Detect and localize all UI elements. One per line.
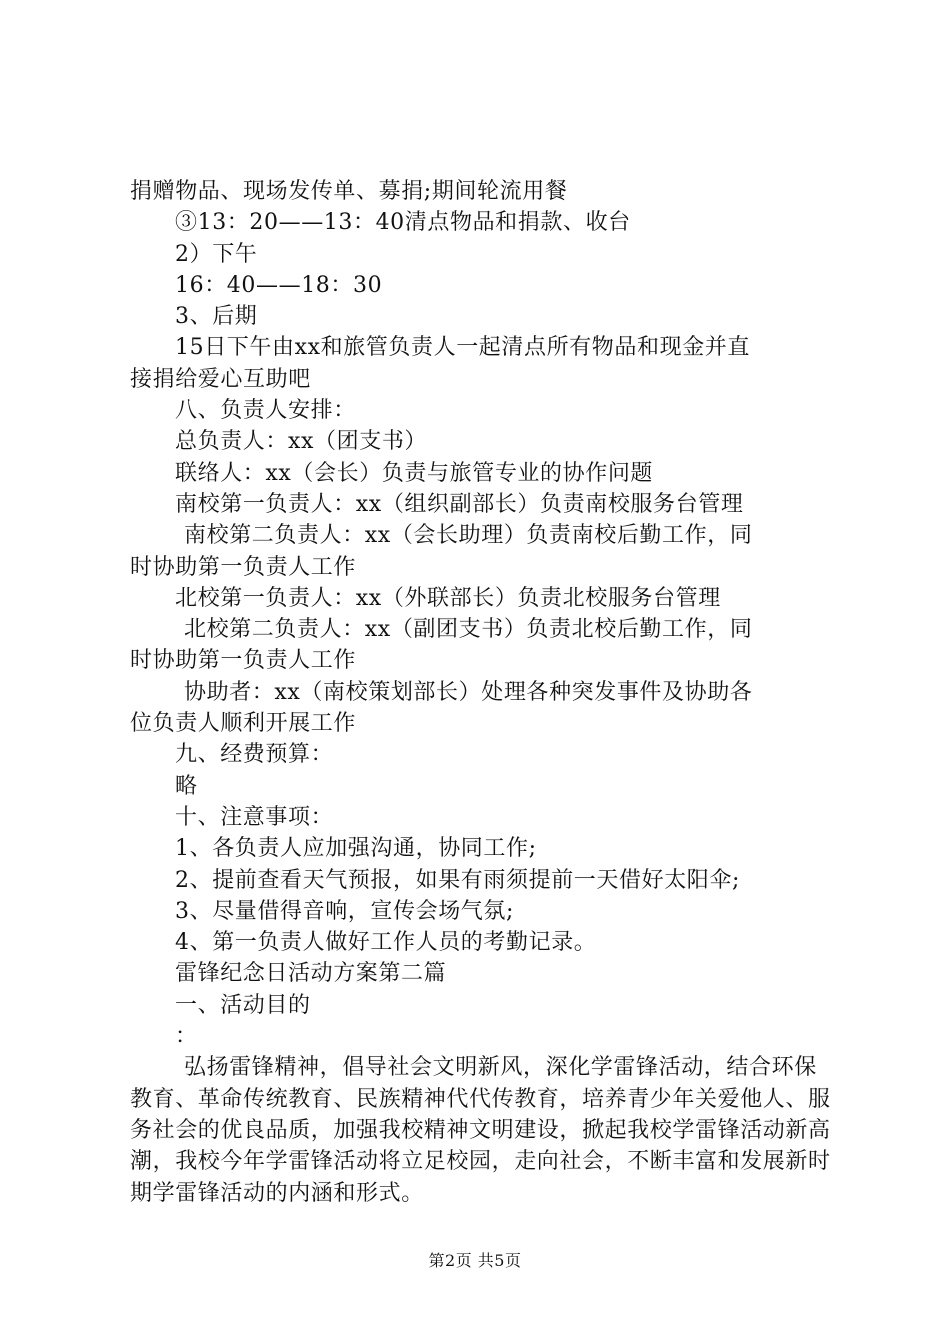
text-line: 北校第一负责人：xx（外联部长）负责北校服务台管理 [175,585,721,611]
page-footer: 第2页 共5页 [428,1251,522,1270]
section-heading: 八、负责人安排： [175,398,356,424]
text-line: ： [175,1024,198,1050]
section-heading: 九、经费预算： [175,742,334,768]
text-line: 时协助第一负责人工作 [130,554,357,580]
text-line: 接捐给爱心互助吧 [130,366,311,392]
section-heading: 十、注意事项： [175,804,334,830]
document-title: 雷锋纪念日活动方案第二篇 [175,961,447,987]
list-item: 4、第一负责人做好工作人员的考勤记录。 [175,930,597,956]
text-line: 联络人：xx（会长）负责与旅管专业的协作问题 [175,460,654,486]
text-line: 15日下午由xx和旅管负责人一起清点所有物品和现金并直 [175,335,751,361]
list-item: 3、尽量借得音响，宣传会场气氛; [175,898,515,924]
text-line: 位负责人顺利开展工作 [130,711,357,737]
text-line: 2）下午 [175,241,258,267]
list-item: 2、提前查看天气预报，如果有雨须提前一天借好太阳伞; [175,867,741,893]
body-paragraph: 弘扬雷锋精神，倡导社会文明新风，深化学雷锋活动，结合环保教育、革命传统教育、民族精神代代传教育，培养青少年关爱他人、服务社会的优良品质，加强我校精神文明建设，掀起我校学雷锋活动新高潮，我校今年学雷锋活动将立足校园，走向社会，不断丰富和发展新时期学雷锋活动的内涵和形式。 [130,1055,831,1206]
section-heading: 一、活动目的 [175,992,311,1018]
text-line: 略 [175,773,198,799]
text-line: ③13：20——13：40清点物品和捐款、收台 [175,210,631,236]
text-line: 南校第一负责人：xx（组织副部长）负责南校服务台管理 [175,491,744,517]
text-line: 协助者：xx（南校策划部长）处理各种突发事件及协助各 [184,679,753,705]
text-line: 南校第二负责人：xx（会长助理）负责南校后勤工作，同 [184,523,753,549]
text-line: 总负责人：xx（团支书） [175,429,428,455]
text-line: 16：40——18：30 [175,272,383,298]
list-item: 1、各负责人应加强沟通，协同工作; [175,836,537,862]
text-line: 时协助第一负责人工作 [130,648,357,674]
text-line: 北校第二负责人：xx（副团支书）负责北校后勤工作，同 [184,617,753,643]
text-line: 3、后期 [175,304,258,330]
document-body [130,176,832,1209]
text-line: 捐赠物品、现场发传单、募捐;期间轮流用餐 [130,179,568,204]
